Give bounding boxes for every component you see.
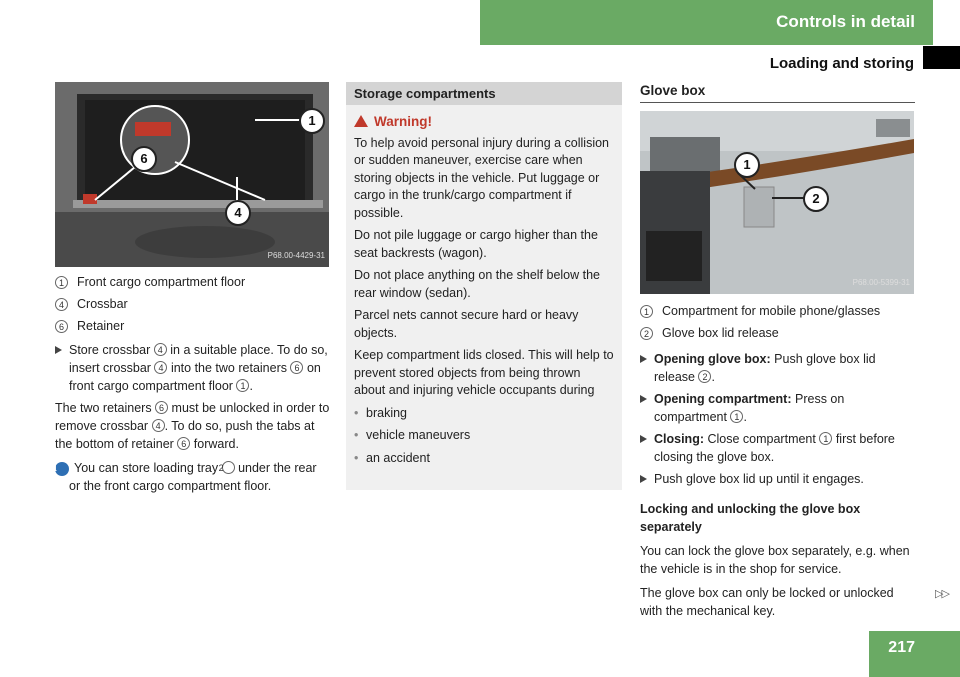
warning-box [346,105,622,467]
warning-icon [354,115,368,127]
right-column [640,82,915,626]
glove-box-illustration [640,111,914,294]
photo-code: P68.00-4429-31 [267,251,325,260]
left-column [55,82,331,495]
instruction-step: Store crossbar 4 in a suitable place. To do so, insert crossbar 4 into the two retainers 6 on front cargo compartment floor 1 . [55,341,331,395]
step-closing: Closing: Close compartment 1 first before closing the glove box. [640,430,915,466]
callout-1: 1 [734,152,760,178]
warning-text: Parcel nets cannot secure hard or heavy objects. [354,308,579,340]
bullet-item: • vehicle maneuvers [354,427,615,445]
cargo-floor-photo [55,82,329,267]
legend-label: Retainer [77,319,125,333]
warning-text: Do not place anything on the shelf below the rear window (sedan). [354,268,601,300]
header-marker [923,46,960,69]
warning-text: Keep compartment lids closed. This will help to prevent stored objects from being thrown about and injuring vehicle occupants during [354,348,614,397]
legend-number: 2 [640,327,653,340]
locking-paragraph: The glove box can only be locked or unlocked with the mechanical key. [640,586,894,618]
retainer-paragraph: The two retainers 6 must be unlocked in order to remove crossbar 4 . To do so, push the tabs at the bottom of retainer 6 forward. [55,401,330,451]
cargo-floor-illustration [55,82,329,267]
warning-text: To help avoid personal injury during a collision or sudden maneuver, exercise care when storing objects in the vehicle. Put luggage or cargo in the trunk/cargo compartment if possible. [354,135,610,220]
subsection-title: Loading and storing [769,55,914,72]
legend-list [640,302,915,342]
legend-number: 1 [640,305,653,318]
locking-subheading: Locking and unlocking the glove box separately [640,502,861,534]
storage-panel [346,82,622,490]
section-header [480,0,933,45]
info-note: i You can store loading tray 2 under the rear or the front cargo compartment floor. [53,461,317,493]
step-open-glove-box: Opening glove box: Push glove box lid release 2 . [640,350,915,386]
glove-box-heading: Glove box [640,82,915,103]
legend-item [55,273,331,291]
legend-number: 6 [55,320,68,333]
legend-item [55,317,331,335]
legend-list [55,273,331,335]
step-push-lid: Push glove box lid up until it engages. [640,470,915,488]
warning-heading: Warning! [354,113,615,131]
callout-2: 2 [803,186,829,212]
legend-number: 4 [55,298,68,311]
callout-6: 6 [131,146,157,172]
legend-label: Glove box lid release [662,326,779,340]
warning-text: Do not pile luggage or cargo higher than the seat backrests (wagon). [354,228,598,260]
bullet-item: • braking [354,405,615,423]
page-number-tab [869,631,960,677]
legend-item [640,302,915,320]
legend-item [55,295,331,313]
panel-title: Storage compartments [346,82,622,105]
legend-label: Front cargo compartment floor [77,275,246,289]
callout-4: 4 [225,200,251,226]
glove-box-photo [640,111,914,294]
locking-paragraph: You can lock the glove box separately, e.g. when the vehicle is in the shop for service. [640,544,910,576]
info-icon: i [55,462,69,476]
legend-label: Crossbar [77,297,128,311]
legend-label: Compartment for mobile phone/glasses [662,304,881,318]
page-number: 217 [888,639,915,656]
section-title: Controls in detail [776,12,915,31]
photo-code: P68.00-5399-31 [852,278,910,287]
callout-1: 1 [299,108,325,134]
legend-number: 1 [55,276,68,289]
legend-item [640,324,915,342]
bullet-item: • an accident [354,450,615,468]
step-open-compartment: Opening compartment: Press on compartment 1 . [640,390,915,426]
continue-arrows: ▷▷ [935,588,948,600]
